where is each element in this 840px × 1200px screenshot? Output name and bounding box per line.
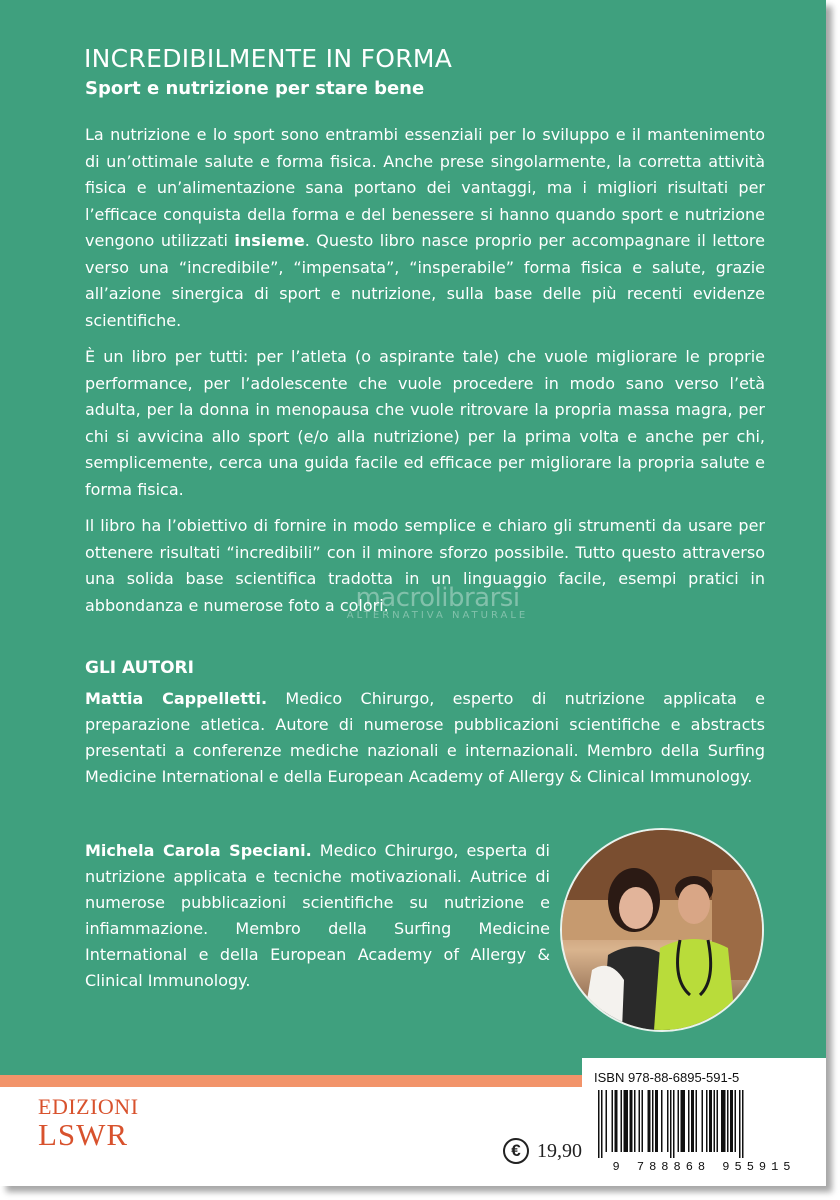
barcode-bar: [639, 1090, 641, 1152]
price-tag: [503, 1138, 582, 1164]
barcode-bar: [730, 1090, 733, 1152]
barcode-bar: [634, 1090, 636, 1152]
barcode-bar: [630, 1090, 633, 1152]
publisher-line-1: EDIZIONI: [38, 1094, 139, 1119]
watermark-name: macrolibrarsi: [355, 583, 520, 613]
barcode-bar: [721, 1090, 726, 1152]
barcode-bar: [714, 1090, 716, 1152]
barcode-bar: [612, 1090, 614, 1152]
barcode-bar: [702, 1090, 704, 1152]
publisher-logo: [38, 1096, 139, 1150]
barcode-bar: [601, 1090, 603, 1158]
publisher-line-2: LSWR: [38, 1117, 129, 1152]
description-paragraph-2: È un libro per tutti: per l’atleta (o aspirante tale) che vuole migliorare le proprie performance, per l’adolescente che vuole procedere in modo sano verso l’età adulta, per la donna in menopausa che vuole ritrovare la propria massa magra, per chi si avvicina allo sport (e/o alla nutrizione) per la prima volta e anche per chi, semplicemente, cerca una guida facile ed efficace per migliorare la propria salute e forma fisica.: [85, 347, 765, 499]
barcode-bar: [696, 1090, 698, 1152]
barcode-bar: [735, 1090, 737, 1152]
price-value: 19,90: [537, 1139, 582, 1162]
barcode-bar: [615, 1090, 618, 1152]
author-name-1: Mattia Cappelletti.: [85, 689, 268, 708]
barcode-bar: [742, 1090, 744, 1158]
barcode-bar: [621, 1090, 623, 1152]
emphasis-insieme: insieme: [234, 231, 305, 250]
barcode-bar: [667, 1090, 669, 1152]
description-paragraph-3: Il libro ha l’obiettivo di fornire in modo semplice e chiaro gli strumenti da usare per ottenere risultati “incredibili” con il minore sforzo possibile. Tutto questo attraverso una solida base scientifica tradotta in un linguaggio facile, esempi pratici in abbondanza e numerose foto a colori.: [85, 516, 765, 615]
barcode-bar: [642, 1090, 644, 1152]
barcode-bar: [624, 1090, 629, 1152]
barcode-bar: [681, 1090, 686, 1152]
barcode-bar: [727, 1090, 729, 1152]
book-description: [85, 122, 765, 629]
barcode-icon: [594, 1090, 814, 1158]
barcode-bar: [691, 1090, 694, 1152]
barcode-bar: [598, 1090, 600, 1158]
barcode-box: [582, 1058, 826, 1186]
barcode-bar: [688, 1090, 690, 1152]
barcode-bar: [655, 1090, 658, 1152]
barcode-bar: [678, 1090, 680, 1152]
authors-photo: [560, 828, 764, 1032]
authors-photo-illustration: [562, 830, 762, 1030]
watermark: [300, 583, 575, 621]
barcode-bar: [652, 1090, 654, 1152]
book-title: INCREDIBILMENTE IN FORMA: [84, 44, 453, 73]
barcode-bar: [706, 1090, 708, 1152]
euro-icon: €: [503, 1138, 529, 1164]
author-bio-2: Michela Carola Speciani. Medico Chirurgo, esperta di nutrizione applicata e tecniche motivazionali. Autrice di numerose pubblicazioni scientifiche su nutrizione e infiammazione. Membro della Surfing Medicine International e della European Academy of Allergy & Clinical Immunology.: [85, 841, 550, 990]
barcode-bar: [661, 1090, 663, 1152]
author-bio-1: Mattia Cappelletti. Medico Chirurgo, esperto di nutrizione applicata e preparazione atletica. Autore di numerose pubblicazioni scientifiche e abstracts presentati a conferenze mediche nazionali e internazionali. Membro della Surfing Medicine International e della European Academy of Allergy & Clinical Immunology.: [85, 689, 766, 786]
barcode-bar: [670, 1090, 672, 1158]
bottom-orange-band: [0, 1075, 582, 1087]
barcode-bar: [717, 1090, 719, 1152]
barcode-bar: [673, 1090, 675, 1158]
barcode-bar: [606, 1090, 608, 1152]
barcode-bar: [739, 1090, 741, 1158]
author-name-2: Michela Carola Speciani.: [85, 841, 312, 860]
watermark-tagline: ALTERNATIVA NATURALE: [346, 610, 529, 621]
barcode-bar: [648, 1090, 651, 1152]
isbn-label: ISBN 978-88-6895-591-5: [594, 1070, 740, 1085]
authors-heading: GLI AUTORI: [85, 658, 194, 678]
description-paragraph-1: La nutrizione e lo sport sono entrambi essenziali per lo sviluppo e il mantenimento di un’ottimale salute e forma fisica. Anche prese singolarmente, la corretta attività fisica e un’alimentazione sana portano dei vantaggi, ma i migliori risultati per l’efficace conquista della forma e del benessere si hanno quando sport e nutrizione vengono utilizzati insieme. Questo libro nasce proprio per accompagnare il lettore verso una “incredibile”, “impensata”, “insperabile” forma fisica e salute, grazie all’azione sinergica di sport e nutrizione, sulla base delle più recenti evidenze scientifiche.: [85, 125, 765, 330]
barcode-digits: 9 788868 955915: [612, 1160, 796, 1174]
barcode-bar: [709, 1090, 712, 1152]
book-subtitle: Sport e nutrizione per stare bene: [85, 78, 425, 99]
